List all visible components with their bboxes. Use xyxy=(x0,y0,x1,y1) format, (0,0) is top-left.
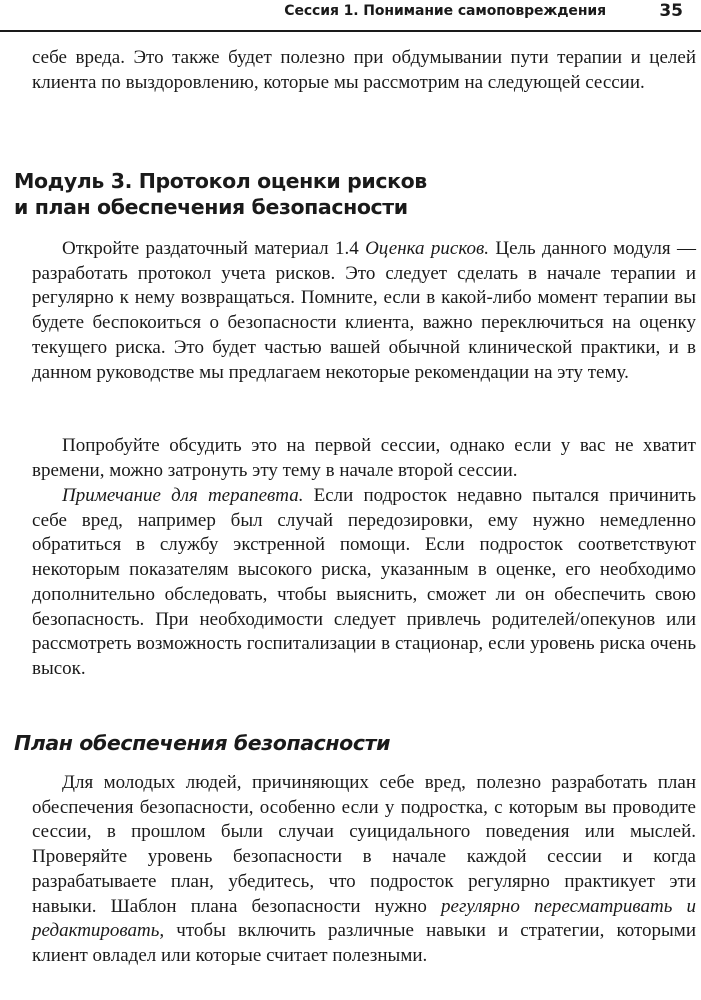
paragraph-text: Цель данного модуля — разработать протокол учета рисков. Это следует сделать в начале терапии и регулярно к нему возвращаться. Помните, если в какой-либо момент терапии вы будете беспокоиться о безопасности клиента, важно переключиться на оценку текущего риска. Это будет частью вашей обычной клинической практики, и в данном руководстве мы предлагаем некоторые рекомендации на эту тему. xyxy=(32,238,697,383)
paragraph-text: чтобы включить различные навыки и стратегии, которыми клиент овладел или которые считает полезными. xyxy=(32,920,696,966)
heading-line: План обеспечения безопасности xyxy=(14,731,391,755)
running-header xyxy=(0,0,701,32)
paragraph-text: себе вреда. Это также будет полезно при обдумывании пути терапии и целей клиента по выздоровлению, которые мы рассмотрим на следующей сессии. xyxy=(32,47,696,93)
paragraph-text: Попробуйте обсудить это на первой сессии, однако если у вас не хватит времени, можно затронуть эту тему в начале второй сессии. xyxy=(32,435,696,481)
heading-line: и план обеспечения безопасности xyxy=(14,195,408,219)
paragraph-text: Откройте раздаточный материал 1.4 xyxy=(62,238,366,259)
paragraph-safety-plan xyxy=(32,771,696,969)
paragraph-therapist-note xyxy=(32,484,696,682)
paragraph-text: Если подросток недавно пытался причинить себе вред, например был случай передозировки, ему нужно немедленно обратиться в службу экстренной помощи. Если подросток соответствуют некоторым показателям высокого риска, указанным в оценке, его необходимо дополнительно обследовать, чтобы выяснить, сможет ли он обеспечить свою безопасность. При необходимости следует привлечь родителей/опекунов или рассмотреть возможность госпитализации в стационар, если уровень риска очень высок. xyxy=(32,485,697,679)
handout-title: Оценка рисков. xyxy=(365,238,489,259)
note-label: Примечание для терапевта. xyxy=(62,485,304,506)
paragraph-first-session xyxy=(32,434,696,483)
page-number: 35 xyxy=(659,1,683,21)
running-title: Сессия 1. Понимание самоповреждения xyxy=(284,3,606,19)
paragraph-text: Для молодых людей, причиняющих себе вред, полезно разработать план обеспечения безопасности, особенно если у подростка, с которым вы проводите сессии, в прошлом были случаи суицидального поведения или мыслей. Проверяйте уровень безопасности в начале каждой сессии и когда разрабатываете план, убедитесь, что подросток регулярно практикует эти навыки. Шаблон плана безопасности нужно xyxy=(32,772,696,917)
heading-line: Модуль 3. Протокол оценки рисков xyxy=(14,169,427,193)
paragraph-risk-assessment xyxy=(32,237,696,385)
heading-safety-plan xyxy=(14,730,694,756)
heading-module-3 xyxy=(14,168,694,220)
paragraph-continuation xyxy=(32,46,696,95)
emphasis-text: регулярно пересматривать и редактировать, xyxy=(32,895,696,942)
